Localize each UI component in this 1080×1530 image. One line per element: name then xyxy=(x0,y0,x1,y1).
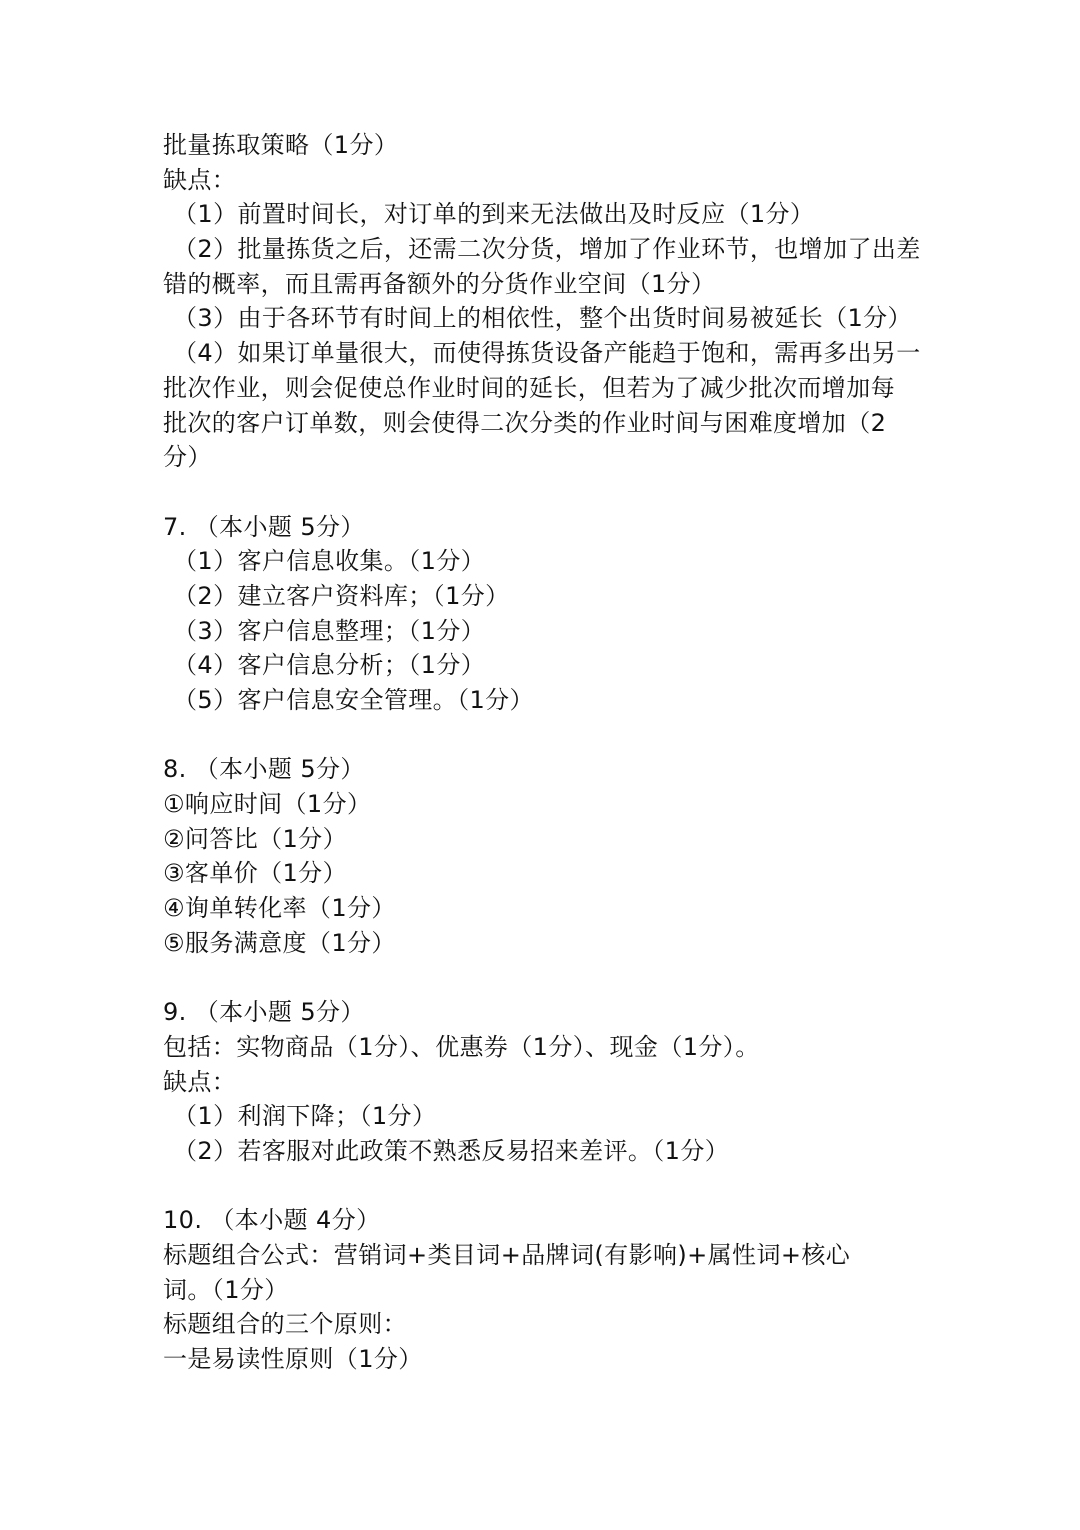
text-line: 包括：实物商品（1分）、优惠券（1分）、现金（1分）。 xyxy=(163,1032,760,1061)
text-line: 错的概率，而且需再备额外的分货作业空间（1分） xyxy=(163,269,716,298)
text-line: 分） xyxy=(163,443,212,472)
text-line: 9. （本小题 5分） xyxy=(163,998,365,1027)
text-line: ②问答比（1分） xyxy=(163,824,347,853)
text-line: 缺点： xyxy=(163,165,237,194)
text-line: （1）利润下降；（1分） xyxy=(173,1102,437,1131)
text-line: （4）如果订单量很大，而使得拣货设备产能趋于饱和，需再多出另一 xyxy=(173,339,921,368)
answer-document xyxy=(163,128,923,1377)
text-line: 标题组合公式：营销词+类目词+品牌词(有影响)+属性词+核心 xyxy=(163,1241,851,1269)
blank-line xyxy=(163,1169,923,1204)
text-line: （2）若客服对此政策不熟悉反易招来差评。（1分） xyxy=(173,1136,730,1165)
text-line: 8. （本小题 5分） xyxy=(163,755,365,784)
text-line: 词。（1分） xyxy=(163,1275,289,1304)
text-line: （2）建立客户资料库；（1分） xyxy=(173,581,510,610)
text-line: （1）前置时间长，对订单的到来无法做出及时反应（1分） xyxy=(173,200,815,229)
text-line: （2）批量拣货之后，还需二次分货，增加了作业环节，也增加了出差 xyxy=(173,235,921,264)
text-line: 一是易读性原则（1分） xyxy=(163,1345,423,1374)
text-line: ①响应时间（1分） xyxy=(163,790,372,819)
text-line: 批次作业，则会促使总作业时间的延长，但若为了减少批次而增加每 xyxy=(163,373,895,402)
blank-line xyxy=(163,961,923,996)
text-line: 批量拣取策略（1分） xyxy=(163,131,399,159)
text-line: 10. （本小题 4分） xyxy=(163,1206,381,1235)
text-line: ④询单转化率（1分） xyxy=(163,894,396,923)
text-line: （1）客户信息收集。（1分） xyxy=(173,547,486,576)
text-line: 批次的客户订单数，则会使得二次分类的作业时间与困难度增加（2 xyxy=(163,408,887,437)
blank-line xyxy=(163,475,923,510)
text-line: 缺点： xyxy=(163,1067,237,1096)
text-line: （5）客户信息安全管理。（1分） xyxy=(173,686,534,714)
text-line: ③客单价（1分） xyxy=(163,859,347,888)
text-line: ⑤服务满意度（1分） xyxy=(163,928,396,957)
text-line: （3）由于各环节有时间上的相依性，整个出货时间易被延长（1分） xyxy=(173,304,912,333)
text-line: 标题组合的三个原则： xyxy=(163,1310,407,1339)
blank-line xyxy=(163,718,923,753)
text-line: 7. （本小题 5分） xyxy=(163,512,365,541)
text-line: （4）客户信息分析；（1分） xyxy=(173,651,486,680)
text-line: （3）客户信息整理；（1分） xyxy=(173,616,486,645)
